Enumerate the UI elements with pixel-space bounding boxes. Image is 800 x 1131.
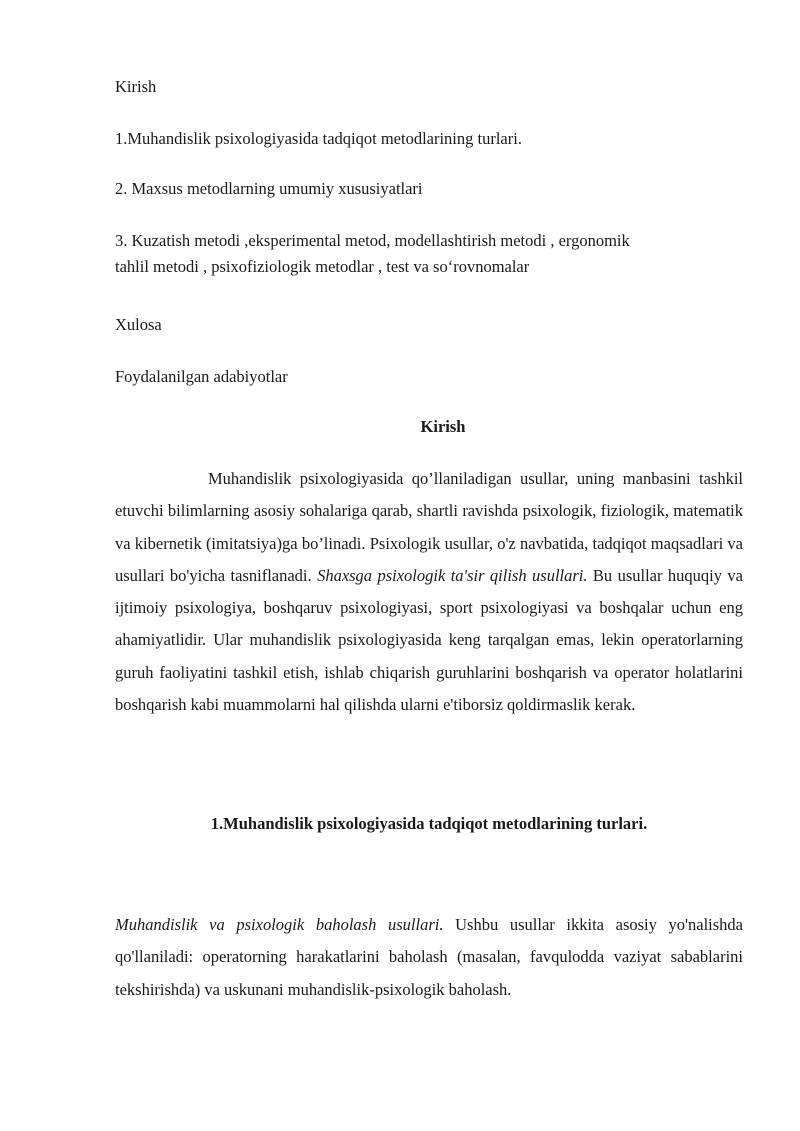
intro-text-italic: Shaxsga psixologik ta'sir qilish usullari. [317, 565, 588, 585]
toc-item-3-line-2: tahlil metodi , psixofiziologik metodlar , test va so‘rovnomalar [115, 257, 530, 276]
section1-text-part1: Ushbu usullar ikkita asosiy yo'nalishda qo'llaniladi: operatorning harakatlarini baholash (masalan, favqulodda vaziyat sabablarini tekshirishda) va uskunani muhandislik-psixologik baholash. [115, 915, 743, 999]
toc-item-3 [115, 228, 715, 280]
toc-item-3-line-1: 3. Kuzatish metodi ,eksperimental metod, modellashtirish metodi , ergonomik [115, 231, 630, 250]
toc-item-intro: Kirish [115, 77, 157, 96]
intro-paragraph [115, 463, 743, 721]
toc-item-conclusion: Xulosa [115, 315, 162, 334]
intro-text-part1: Muhandislik psixologiyasida qo’llaniladigan usullar, uning manbasini tashkil etuvchi bilimlarning asosiy sohalariga qarab, shartli ravishda psixologik, fiziologik, matematik va kibernetik (imitatsiya)ga bo’linadi. Psixologik usullar, o'z navbatida, tadqiqot maqsadlari va usullari bo'yicha tasniflanadi. [115, 469, 743, 585]
toc-item-2: 2. Maxsus metodlarning umumiy xususiyatlari [115, 179, 423, 198]
section1-paragraph [115, 909, 743, 1006]
intro-text-part2: Bu usullar huquqiy va ijtimoiy psixologiya, boshqaruv psixologiyasi, sport psixologiyasi va boshqalar uchun eng ahamiyatlidir. Ular muhandislik psixologiyasida keng tarqalgan emas, lekin operatorlarning guruh faoliyatini tashkil etish, ishlab chiqarish guruhlarini boshqarish va operator holatlarini boshqarish kabi muammolarni hal qilishda ularni e'tiborsiz qoldirmaslik kerak. [115, 565, 744, 715]
intro-heading: Kirish [420, 417, 466, 436]
section1-text-italic: Muhandislik va psixologik baholash usullari. [115, 915, 444, 934]
section1-heading: 1.Muhandislik psixologiyasida tadqiqot metodlarining turlari. [210, 814, 648, 833]
toc-item-references: Foydalanilgan adabiyotlar [115, 367, 288, 386]
toc-item-1: 1.Muhandislik psixologiyasida tadqiqot metodlarining turlari. [115, 129, 522, 148]
